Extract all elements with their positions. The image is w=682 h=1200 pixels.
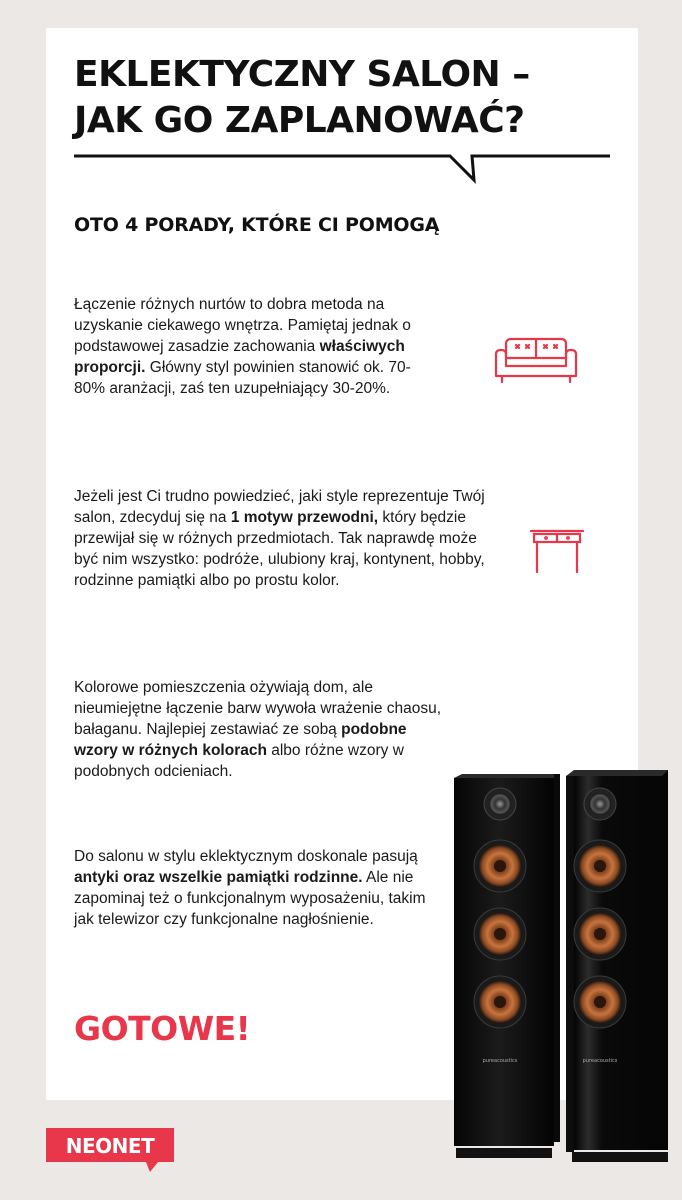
tip-4: Do salonu w stylu eklektycznym doskonale pasują antyki oraz wszelkie pamiątki rodzinne. Ale nie zapominaj też o funkcjonalnym wyposażeniu, takim jak telewizor czy funkcjonalne nagłośnienie. <box>74 848 426 928</box>
title-line-1: EKLEKTYCZNY SALON – <box>74 54 530 95</box>
tip-3: Kolorowe pomieszczenia ożywiają dom, ale nieumiejętne łączenie barw wywoła wrażenie chaosu, bałaganu. Najlepiej zestawiać ze sobą podobne wzory w różnych kolorach albo różne wzory w podobnych odcieniach. <box>74 679 442 780</box>
console-table-icon <box>530 528 584 574</box>
closing-text: GOTOWE! <box>74 1009 251 1048</box>
speech-bubble-divider <box>74 150 610 184</box>
sofa-icon <box>492 336 580 386</box>
neonet-logo <box>46 1128 176 1174</box>
tip-4-highlight: antyki oraz wszelkie pamiątki rodzinne. <box>74 869 363 886</box>
svg-text:pureacoustics: pureacoustics <box>582 1058 618 1064</box>
tip-1-highlight: właściwych proporcji. <box>74 338 405 376</box>
floor-speaker-right-image <box>566 766 672 1166</box>
svg-text:pureacoustics: pureacoustics <box>482 1058 518 1064</box>
tip-2: Jeżeli jest Ci trudno powiedzieć, jaki style reprezentuje Twój salon, zdecyduj się na 1 motyw przewodni, który będzie przewijał się w różnych przedmiotach. Tak naprawdę może być nim wszystko: podróże, ulubiony kraj, kontynent, hobby, rodzinne pamiątki albo po prostu kolor. <box>74 488 485 589</box>
page-subtitle: OTO 4 PORADY, KTÓRE CI POMOGĄ <box>74 214 440 236</box>
title-line-2: JAK GO ZAPLANOWAĆ? <box>74 100 525 141</box>
page-title <box>74 52 634 144</box>
svg-text:NEONET: NEONET <box>65 1134 155 1158</box>
tip-2-highlight: 1 motyw przewodni, <box>230 509 379 526</box>
tip-1: Łączenie różnych nurtów to dobra metoda na uzyskanie ciekawego wnętrza. Pamiętaj jednak o podstawowej zasadzie zachowania właściwych proporcji. Główny styl powinien stanowić ok. 70-80% aranżacji, zaś ten uzupełniający 30-20%. <box>74 296 411 397</box>
floor-speaker-left-image <box>452 770 564 1160</box>
tip-3-highlight: podobne wzory w różnych kolorach <box>74 721 407 759</box>
